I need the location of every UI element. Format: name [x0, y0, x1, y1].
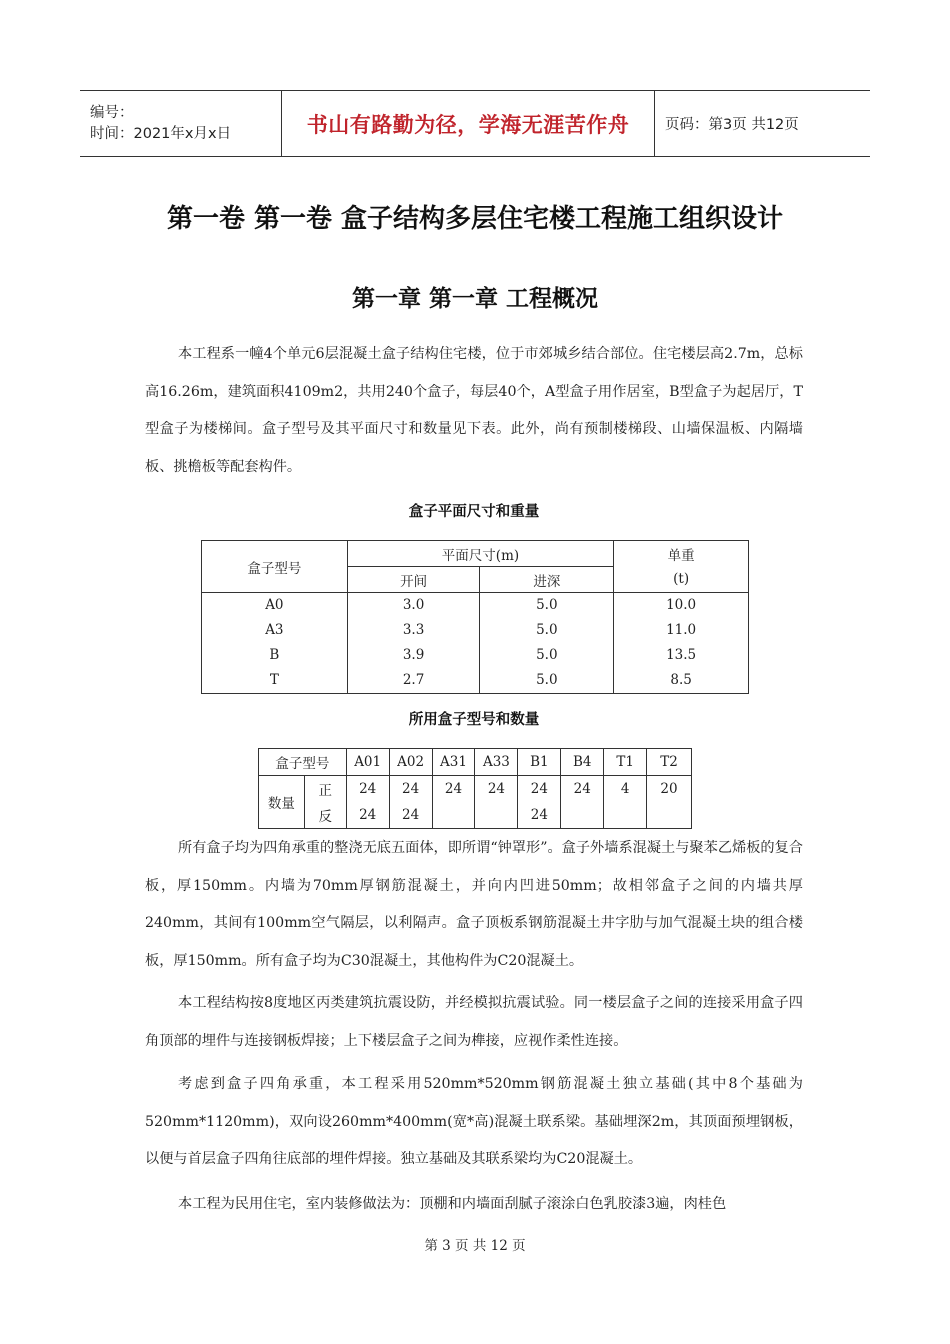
time-label: 时间：2021年x月x日 [90, 125, 232, 142]
qty-cell: 24 [432, 776, 475, 803]
document-title: 第一卷 第一卷 盒子结构多层住宅楼工程施工组织设计 [166, 204, 784, 234]
cell-weight: 11.0 [614, 618, 749, 643]
page-footer: 第 3 页 共 12 页 [424, 1238, 526, 1254]
header-weight-unit: (t) [614, 567, 749, 593]
header-weight: 单重 [614, 541, 749, 567]
page-header [80, 90, 870, 157]
cell-type: A0 [202, 593, 348, 619]
neg-label: 反 [304, 802, 346, 829]
box-quantity-table [258, 748, 692, 829]
header-meta [80, 91, 281, 156]
table2-caption: 所用盒子型号和数量 [408, 712, 540, 728]
cell-width: 3.0 [347, 593, 480, 619]
paragraph-box-structure: 所有盒子均为四角承重的整浇无底五面体，即所谓“钟罩形”。盒子外墙系混凝土与聚苯乙烯板的复合板，厚150mm。内墙为70mm厚钢筋混凝土，并向内凹进50mm；故相邻盒子之间的内墙共厚240mm，其间有100mm空气隔层，以利隔声。盒子顶板系钢筋混凝土井字肋与加气混凝土块的组合楼板，厚150mm。所有盒子均为C30混凝土，其他构件为C20混凝土。 [145, 840, 803, 969]
paragraph-decoration: 本工程为民用住宅，室内装修做法为：顶棚和内墙面刮腻子滚涂白色乳胶漆3遍，肉桂色 [178, 1196, 727, 1212]
header-motto: 书山有路勤为径，学海无涯苦作舟 [281, 91, 655, 156]
table-header-row [202, 541, 749, 567]
cell-type: T [202, 668, 348, 694]
cell-width: 3.3 [347, 618, 480, 643]
paragraph-seismic: 本工程结构按8度地区丙类建筑抗震设防，并经模拟抗震试验。同一楼层盒子之间的连接采用盒子四角顶部的埋件与连接钢板焊接；上下楼层盒子之间为榫接，应视作柔性连接。 [145, 995, 803, 1049]
type-cell: A01 [346, 749, 389, 776]
qty-cell [647, 802, 692, 829]
qty-cell: 24 [389, 802, 432, 829]
qty-cell: 4 [604, 776, 647, 803]
table-row [259, 802, 692, 829]
header-plan-size: 平面尺寸(m) [347, 541, 614, 567]
table1-caption: 盒子平面尺寸和重量 [408, 504, 540, 520]
qty-cell: 24 [346, 776, 389, 803]
type-cell: A33 [475, 749, 518, 776]
cell-depth: 5.0 [480, 668, 614, 694]
header-width: 开间 [347, 567, 480, 593]
header-box-type: 盒子型号 [202, 541, 348, 593]
paragraph-overview: 本工程系一幢4个单元6层混凝土盒子结构住宅楼，位于市郊城乡结合部位。住宅楼层高2.7m，总标高16.26m，建筑面积4109m2，共用240个盒子，每层40个，A型盒子用作居室，B型盒子为起居厅，T型盒子为楼梯间。盒子型号及其平面尺寸和数量见下表。此外，尚有预制楼梯段、山墙保温板、内隔墙板、挑檐板等配套构件。 [145, 346, 803, 475]
qty-cell [475, 802, 518, 829]
box-size-table [201, 540, 749, 694]
cell-depth: 5.0 [480, 618, 614, 643]
qty-cell [604, 802, 647, 829]
serial-label: 编号： [90, 104, 134, 121]
cell-weight: 8.5 [614, 668, 749, 694]
header-depth: 进深 [480, 567, 614, 593]
table-row [202, 593, 749, 619]
qty-cell: 20 [647, 776, 692, 803]
table-header-row [259, 749, 692, 776]
type-cell: B4 [561, 749, 604, 776]
type-cell: B1 [518, 749, 561, 776]
cell-type: B [202, 643, 348, 668]
pos-label: 正 [304, 776, 346, 803]
type-cell: A31 [432, 749, 475, 776]
cell-type: A3 [202, 618, 348, 643]
header-page-info: 页码：第3页 共12页 [665, 117, 799, 133]
header-box-type: 盒子型号 [259, 749, 347, 776]
cell-width: 3.9 [347, 643, 480, 668]
table-row [202, 643, 749, 668]
qty-label: 数量 [259, 776, 305, 829]
qty-cell: 24 [475, 776, 518, 803]
cell-weight: 13.5 [614, 643, 749, 668]
qty-cell: 24 [518, 802, 561, 829]
table-row [259, 776, 692, 803]
qty-cell: 24 [518, 776, 561, 803]
qty-cell: 24 [561, 776, 604, 803]
table-row [202, 668, 749, 694]
type-cell: A02 [389, 749, 432, 776]
table-row [202, 618, 749, 643]
chapter-title: 第一章 第一章 工程概况 [351, 286, 598, 312]
cell-weight: 10.0 [614, 593, 749, 619]
type-cell: T1 [604, 749, 647, 776]
qty-cell: 24 [346, 802, 389, 829]
cell-depth: 5.0 [480, 593, 614, 619]
qty-cell [432, 802, 475, 829]
type-cell: T2 [647, 749, 692, 776]
qty-cell [561, 802, 604, 829]
qty-cell: 24 [389, 776, 432, 803]
cell-depth: 5.0 [480, 643, 614, 668]
paragraph-foundation: 考虑到盒子四角承重，本工程采用520mm*520mm钢筋混凝土独立基础(其中8个基础为520mm*1120mm)，双向设260mm*400mm(宽*高)混凝土联系梁。基础埋深2m，其顶面预埋钢板，以便与首层盒子四角往底部的埋件焊接。独立基础及其联系梁均为C20混凝土。 [145, 1076, 803, 1167]
cell-width: 2.7 [347, 668, 480, 694]
